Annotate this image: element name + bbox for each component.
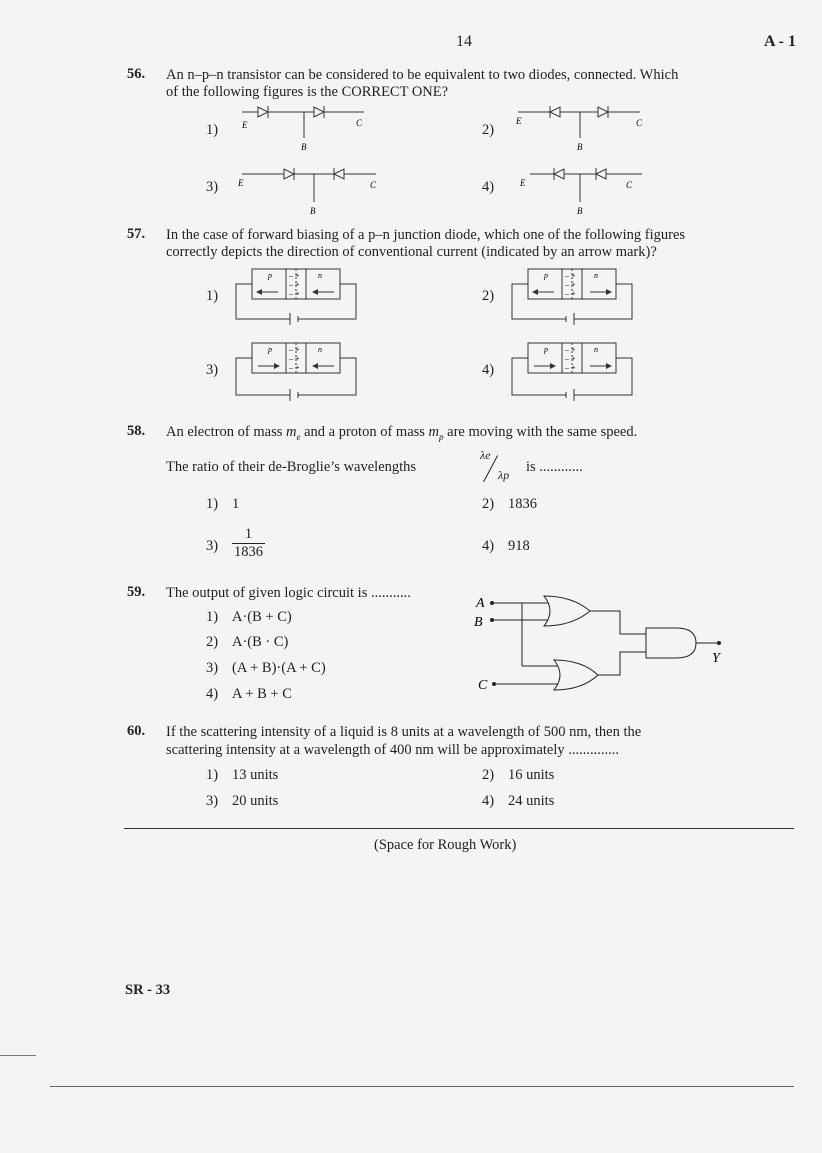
subscript-e: e <box>296 431 301 442</box>
option-label: 1) <box>206 767 219 783</box>
svg-text:– +: – + <box>565 354 576 363</box>
option-label: 4) <box>206 686 219 702</box>
question-text <box>166 423 637 446</box>
option-label: 3) <box>206 362 219 378</box>
junction-diagram-option-3 <box>232 340 362 402</box>
input-c-label: C <box>478 678 488 693</box>
question-number: 58. <box>127 423 146 439</box>
option-text: 1 <box>232 496 240 512</box>
logic-circuit-diagram <box>470 586 740 698</box>
label-b: B <box>301 142 307 152</box>
text-segment: An electron of mass <box>166 424 286 440</box>
option-label: 3) <box>206 179 219 195</box>
label-e: E <box>520 178 526 188</box>
wavelength-ratio <box>478 448 522 488</box>
svg-text:– +: – + <box>289 354 300 363</box>
diode-diagram-option-1 <box>236 100 376 154</box>
svg-text:– +: – + <box>289 363 300 372</box>
question-number: 60. <box>127 723 146 739</box>
question-text: The output of given logic circuit is ........... <box>166 585 411 601</box>
option-label: 4) <box>482 793 495 809</box>
label-n: n <box>318 271 322 280</box>
label-c: C <box>356 118 363 128</box>
label-b: B <box>577 206 583 216</box>
option-label: 1) <box>206 496 219 512</box>
option-label: 2) <box>482 122 495 138</box>
question-text: is ............ <box>526 459 583 475</box>
label-c: C <box>626 180 633 190</box>
margin-mark <box>0 1055 36 1056</box>
option-fraction <box>232 526 265 561</box>
label-n: n <box>318 345 322 354</box>
label-e: E <box>242 120 248 130</box>
svg-text:– +: – + <box>565 271 576 280</box>
svg-text:– +: – + <box>289 289 300 298</box>
question-text: scattering intensity at a wavelength of 400 nm will be approximately .............. <box>166 742 620 758</box>
diode-diagram-option-4 <box>512 162 652 218</box>
svg-text:– +: – + <box>565 289 576 298</box>
svg-text:– +: – + <box>565 345 576 354</box>
junction-diagram-option-1 <box>232 266 362 326</box>
page-edge-line <box>50 1086 794 1087</box>
label-p: p <box>544 345 548 354</box>
text-segment: are moving with the same speed. <box>443 424 638 440</box>
question-text: correctly depicts the direction of conventional current (indicated by an arrow mark)? <box>166 244 657 260</box>
label-p: p <box>268 271 272 280</box>
output-y-label: Y <box>712 651 720 666</box>
option-label: 2) <box>206 634 219 650</box>
label-e: E <box>238 178 244 188</box>
option-text: A + B + C <box>232 686 292 702</box>
label-n: n <box>594 345 598 354</box>
question-text: An n–p–n transistor can be considered to be equivalent to two diodes, connected. Which <box>166 67 679 83</box>
svg-text:– +: – + <box>565 363 576 372</box>
subscript-p: p <box>439 431 444 442</box>
option-label: 1) <box>206 288 219 304</box>
option-text: 20 units <box>232 793 279 809</box>
footer-code: SR - 33 <box>125 982 171 998</box>
section-divider <box>124 828 794 829</box>
input-b-label: B <box>474 615 483 630</box>
option-text: 16 units <box>508 767 555 783</box>
question-text: The ratio of their de-Broglie’s wavelengths <box>166 459 417 475</box>
question-text: In the case of forward biasing of a p–n junction diode, which one of the following figures <box>166 227 686 243</box>
option-label: 2) <box>482 496 495 512</box>
option-label: 4) <box>482 538 495 554</box>
diode-diagram-option-2 <box>512 100 652 154</box>
option-label: 1) <box>206 122 219 138</box>
option-text: 918 <box>508 538 530 554</box>
page-number: 14 <box>456 33 472 50</box>
option-text: A·(B · C) <box>232 634 289 650</box>
ratio-numerator: λe <box>480 448 491 462</box>
question-number: 56. <box>127 66 146 82</box>
option-label: 1) <box>206 609 219 625</box>
junction-diagram-option-4 <box>508 340 638 402</box>
option-text: 13 units <box>232 767 279 783</box>
option-label: 3) <box>206 660 219 676</box>
label-b: B <box>577 142 583 152</box>
label-e: E <box>516 116 522 126</box>
option-label: 3) <box>206 793 219 809</box>
option-label: 4) <box>482 179 495 195</box>
symbol-me: m <box>286 424 297 440</box>
option-label: 2) <box>482 288 495 304</box>
question-number: 59. <box>127 584 146 600</box>
question-number: 57. <box>127 226 146 242</box>
label-c: C <box>370 180 377 190</box>
option-text: A·(B + C) <box>232 609 292 625</box>
option-label: 2) <box>482 767 495 783</box>
option-text: 1836 <box>508 496 537 512</box>
diode-diagram-option-3 <box>236 162 386 218</box>
series-code: A - 1 <box>764 33 796 50</box>
label-p: p <box>268 345 272 354</box>
svg-text:– +: – + <box>565 280 576 289</box>
option-text: 24 units <box>508 793 555 809</box>
svg-text:– +: – + <box>289 280 300 289</box>
option-label: 4) <box>482 362 495 378</box>
text-segment: and a proton of mass <box>300 424 429 440</box>
input-a-label: A <box>476 596 485 611</box>
symbol-mp: m <box>428 424 440 440</box>
option-label: 3) <box>206 538 219 554</box>
label-c: C <box>636 118 643 128</box>
question-text: of the following figures is the CORRECT ONE? <box>166 84 449 100</box>
fraction-denominator: 1836 <box>234 544 263 560</box>
label-b: B <box>310 206 316 216</box>
svg-text:– +: – + <box>289 345 300 354</box>
svg-text:– +: – + <box>289 271 300 280</box>
question-text: If the scattering intensity of a liquid is 8 units at a wavelength of 500 nm, then the <box>166 724 642 740</box>
option-text: (A + B)·(A + C) <box>232 660 326 676</box>
ratio-denominator: λp <box>498 468 510 482</box>
fraction-numerator: 1 <box>232 526 265 544</box>
label-p: p <box>544 271 548 280</box>
junction-diagram-option-2 <box>508 266 638 326</box>
label-n: n <box>594 271 598 280</box>
rough-work-label: (Space for Rough Work) <box>374 837 517 853</box>
